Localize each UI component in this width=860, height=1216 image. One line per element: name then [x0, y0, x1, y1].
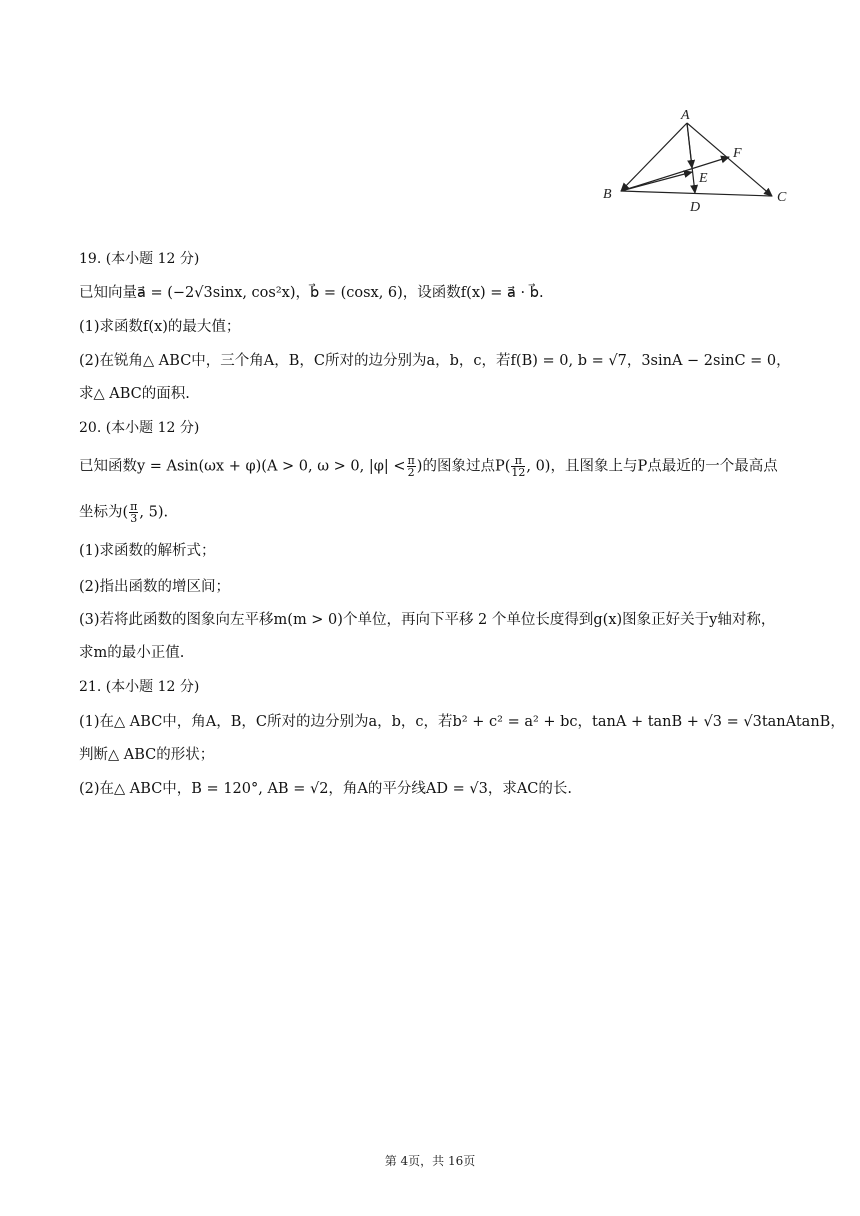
q19-part2-line1: (2)在锐角△ ABC中，三个角A，B，C所对的边分别为a，b，c，若f(B) = 0, b = √7，3sinA − 2sinC = 0， — [79, 353, 791, 369]
q20-part2: (2)指出函数的增区间； — [79, 579, 231, 595]
q20-stem-part-b: )的图象过点P( — [416, 458, 511, 475]
label-a: A — [681, 108, 690, 123]
fraction-pi-over-12: $\frac{\pi}{12}$ — [511, 454, 526, 479]
q20-part3-line2: 求m的最小正值. — [79, 645, 185, 661]
q20-stem-line2 — [79, 501, 779, 524]
label-b: B — [603, 187, 612, 202]
q19-header: 19. (本小题 12 分) — [79, 251, 200, 267]
side-bc — [621, 191, 772, 196]
segment-ae — [687, 123, 692, 168]
page-footer: 第 4页，共 16页 — [384, 1154, 476, 1168]
fraction-pi-over-2: $\frac{\pi}{2}$ — [407, 454, 415, 479]
label-f: F — [733, 146, 742, 161]
q21-part2: (2)在△ ABC中，B = 120°, AB = √2，角A的平分线AD = √3，求AC的长. — [79, 781, 572, 797]
q19-part2-line2: 求△ ABC的面积. — [79, 386, 190, 402]
fraction-pi-over-3: $\frac{\pi}{3}$ — [130, 500, 138, 525]
label-d: D — [690, 200, 701, 215]
q19-stem: 已知向量a⃗ = (−2√3sinx, cos²x)，b⃗ = (cosx, 6)，设函数f(x) = a⃗ · b⃗. — [79, 285, 544, 301]
q20-stem-line1 — [79, 455, 779, 478]
q21-header: 21. (本小题 12 分) — [79, 679, 200, 695]
segment-be — [621, 172, 692, 191]
q20-stem-line2-b: , 5). — [139, 504, 169, 521]
q21-part1-line1: (1)在△ ABC中，角A，B，C所对的边分别为a，b，c，若b² + c² = a² + bc，tanA + tanB + √3 = √3tanAtanB， — [79, 714, 845, 730]
q20-part1: (1)求函数的解析式； — [79, 543, 216, 559]
q20-part3-line1: (3)若将此函数的图象向左平移m(m > 0)个单位，再向下平移 2 个单位长度得到g(x)图象正好关于y轴对称， — [79, 612, 776, 628]
q20-stem-part-c: , 0)，且图象上与P点最近的一个最高点 — [526, 458, 778, 475]
q20-header: 20. (本小题 12 分) — [79, 420, 200, 436]
label-c: C — [777, 190, 787, 205]
q20-stem-part-a: 已知函数y = Asin(ωx + φ)(A > 0, ω > 0, |φ| < — [79, 458, 406, 475]
q21-part1-line2: 判断△ ABC的形状； — [79, 747, 215, 763]
q20-stem-line2-a: 坐标为( — [79, 504, 129, 521]
q19-part1: (1)求函数f(x)的最大值； — [79, 319, 241, 335]
label-e: E — [699, 171, 708, 186]
